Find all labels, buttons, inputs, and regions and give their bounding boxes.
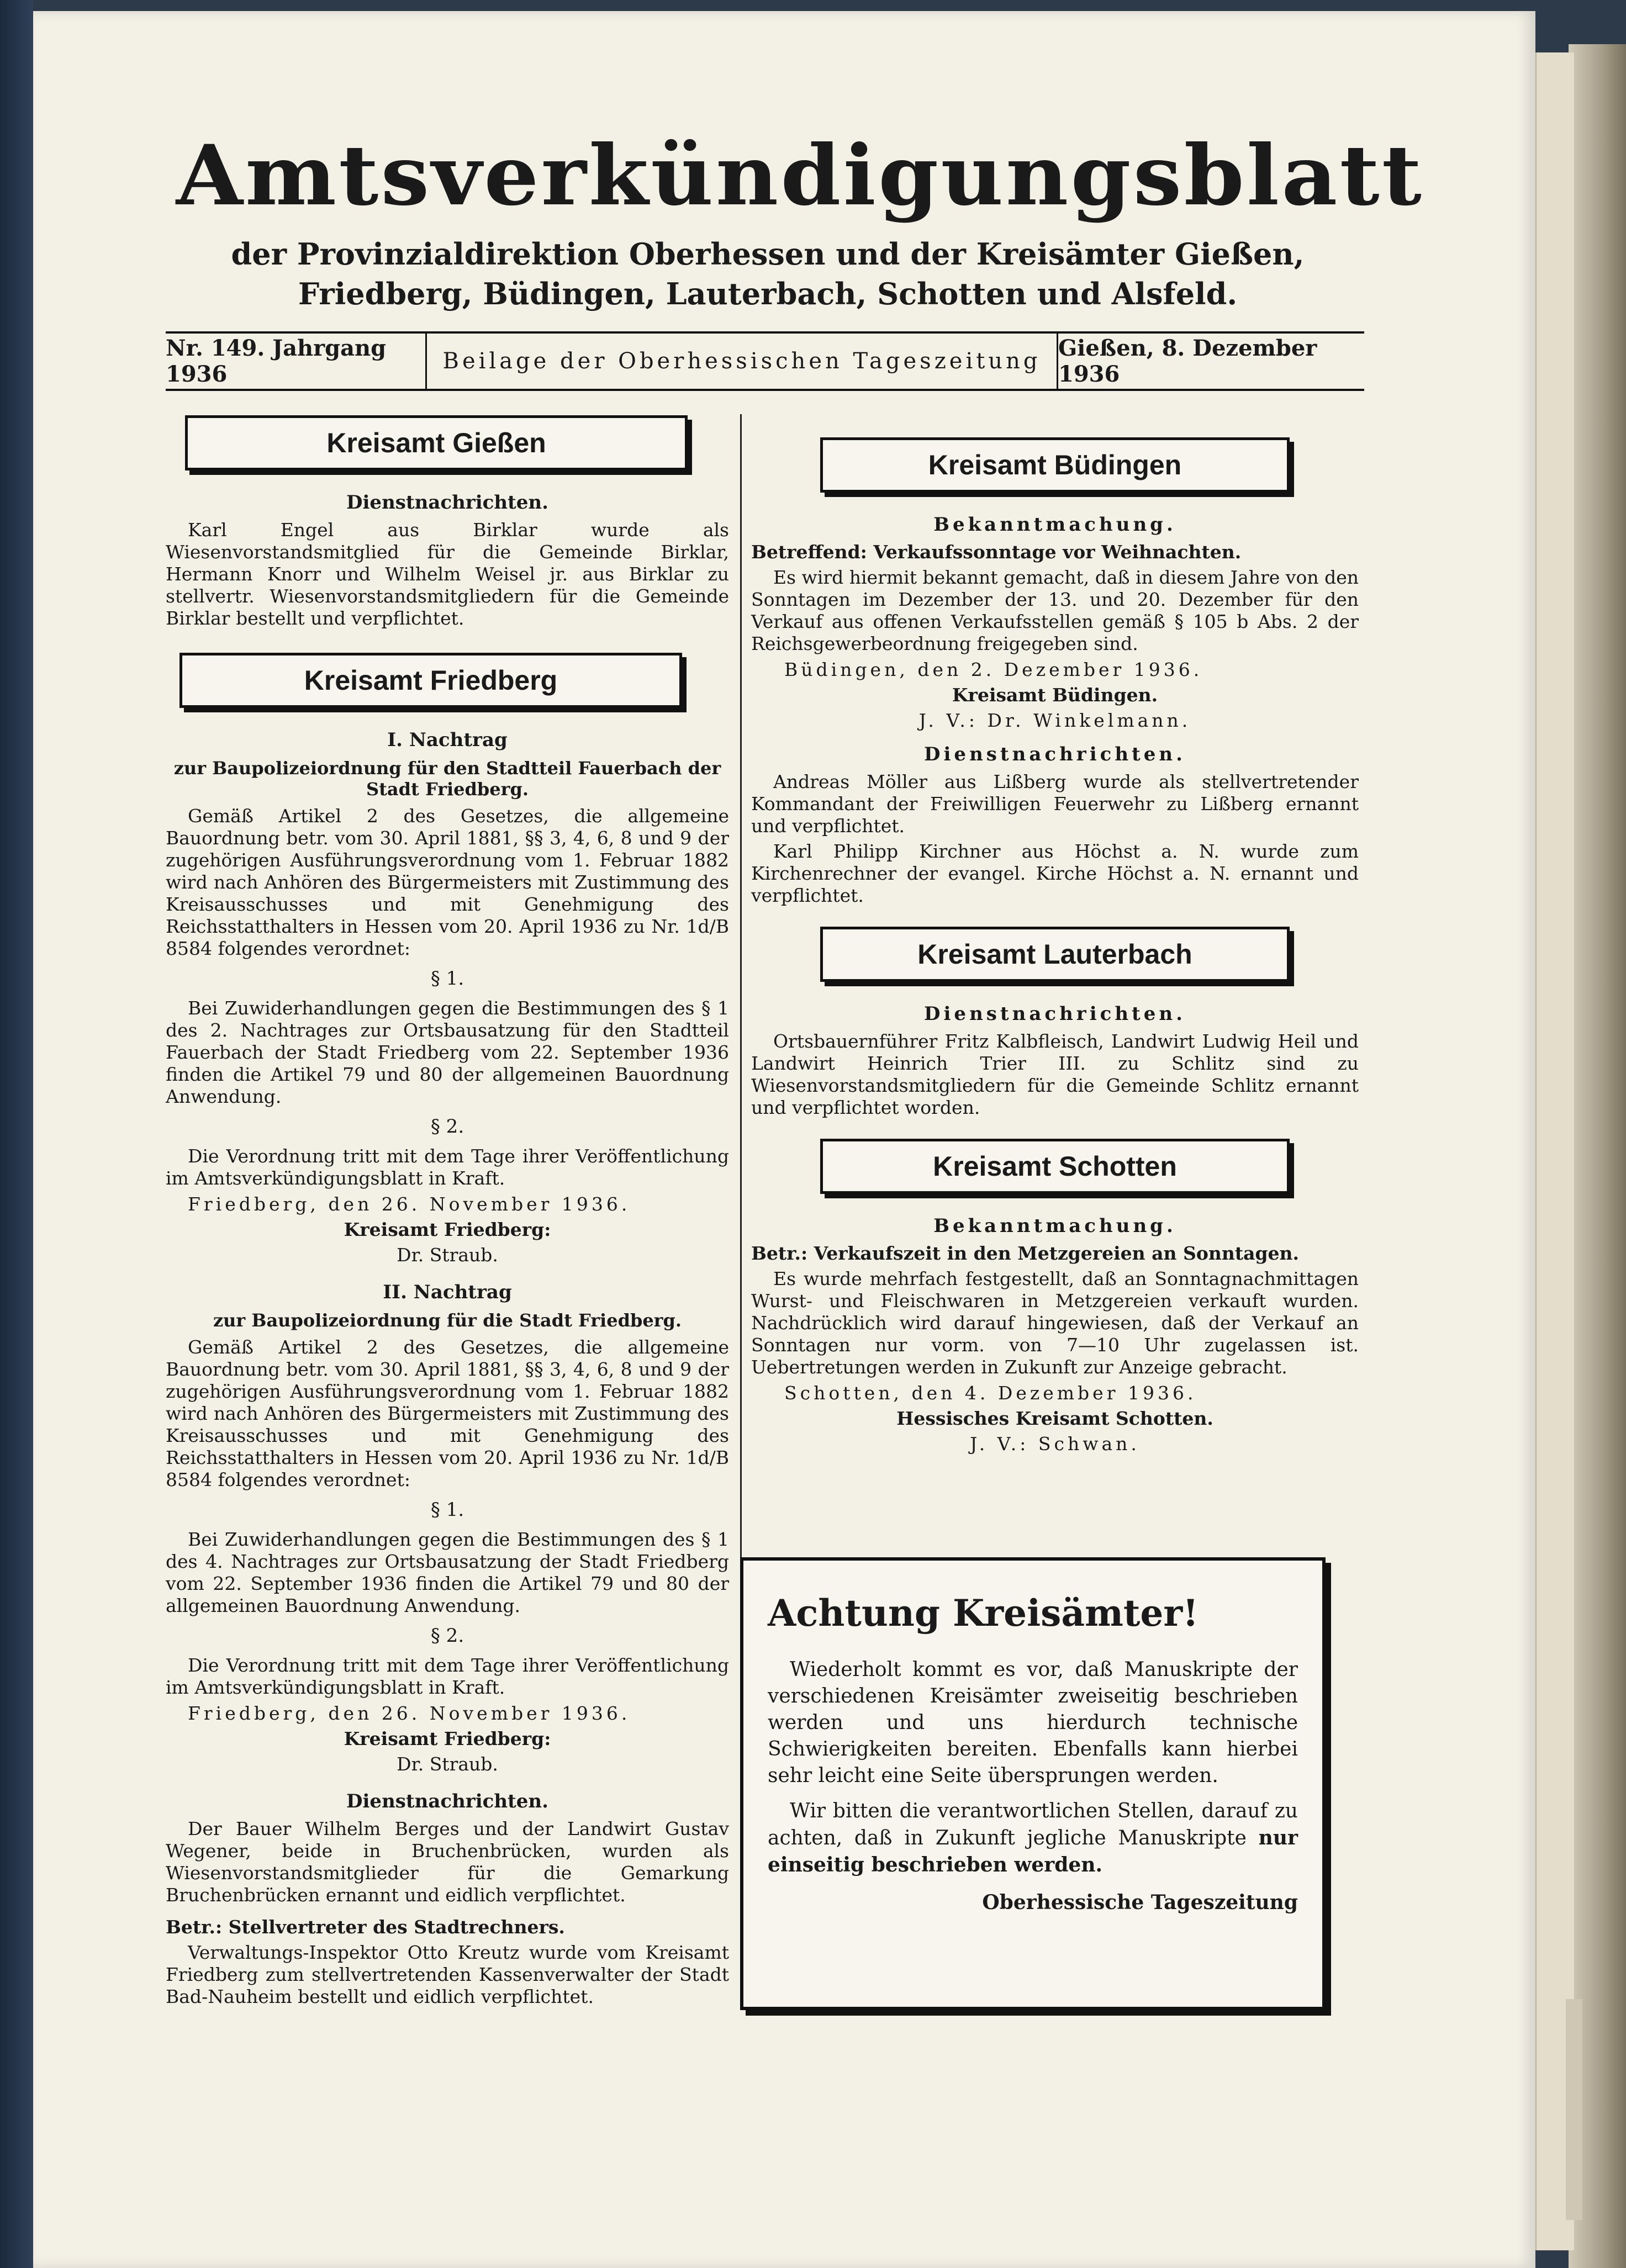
book-spine (0, 0, 33, 2268)
notice-title: Achtung Kreisämter! (768, 1592, 1199, 1635)
buedingen-dienst-title: Dienstnachrichten. (924, 743, 1186, 765)
header-kreisamt-buedingen: Kreisamt Büdingen (820, 437, 1290, 493)
left-column (166, 409, 729, 2011)
issue-number: Nr. 149. Jahrgang 1936 (166, 334, 427, 389)
schotten-bek-title: Bekanntmachung. (933, 1215, 1176, 1237)
lauterbach-dienst-title: Dienstnachrichten. (924, 1003, 1186, 1025)
lauterbach-text: Ortsbauernführer Fritz Kalbfleisch, Landwirt Ludwig Heil und Landwirt Heinrich Trier III. zu Schlitz sind zu Wiesenvorstandsmitgliedern für die Gemeinde Schlitz ernannt und verpflichtet worden. (751, 1030, 1359, 1118)
friedberg-n2-p2: Die Verordnung tritt mit dem Tage ihrer Veröffentlichung im Amtsverkündigungsblatt in Kraft. (166, 1654, 729, 1698)
page-tab (1566, 1999, 1582, 2220)
friedberg-n2-p2-label: § 2. (430, 1625, 464, 1647)
friedberg-n2-name: Dr. Straub. (397, 1753, 498, 1775)
friedberg-n2-p1: Bei Zuwiderhandlungen gegen die Bestimmungen des § 1 des 4. Nachtrages zur Ortsbausatzung der Stadt Friedberg vom 22. September 1936 finden die Artikel 79 und 80 der allgemeinen Bauordnung Anwendung. (166, 1529, 729, 1616)
header-kreisamt-lauterbach: Kreisamt Lauterbach (820, 927, 1290, 982)
buedingen-place: Büdingen, den 2. Dezember 1936. (784, 659, 1203, 680)
buedingen-betreffend: Betreffend: Verkaufssonntage vor Weihnachten. (751, 541, 1242, 563)
schotten-name: J. V.: Schwan. (970, 1433, 1140, 1455)
buedingen-bek-title: Bekanntmachung. (933, 514, 1176, 536)
buedingen-dienst-text1: Andreas Möller aus Lißberg wurde als stellvertretender Kommandant der Freiwilligen Feuerwehr zu Lißberg ernannt und verpflichtet. (751, 771, 1359, 837)
schotten-office: Hessisches Kreisamt Schotten. (896, 1408, 1213, 1429)
friedberg-n1-p1: Bei Zuwiderhandlungen gegen die Bestimmungen des § 1 des 2. Nachtrages zur Ortsbausatzung für den Stadtteil Fauerbach der Stadt Friedberg vom 22. September 1936 finden die Artikel 79 und 80 der allgemeinen Bauordnung Anwendung. (166, 997, 729, 1107)
friedberg-n1-name: Dr. Straub. (397, 1244, 498, 1266)
header-kreisamt-friedberg: Kreisamt Friedberg (180, 653, 682, 708)
friedberg-n2-p1-label: § 1. (430, 1499, 464, 1521)
buedingen-bek-text: Es wird hiermit bekannt gemacht, daß in diesem Jahre von den Sonntagen im Dezember der 13. und 20. Dezember für den Verkauf aus offenen Verkaufsstellen gemäß § 105 b Abs. 2 der Reichsgewerbeordnung freigegeben sind. (751, 567, 1359, 654)
buedingen-office: Kreisamt Büdingen. (952, 684, 1158, 706)
page-edge (1535, 52, 1574, 2250)
friedberg-betr: Betr.: Stellvertreter des Stadtrechners. (166, 1916, 565, 1938)
friedberg-n1-p2: Die Verordnung tritt mit dem Tage ihrer Veröffentlichung im Amtsverkündigungsblatt in Kraft. (166, 1145, 729, 1189)
schotten-place: Schotten, den 4. Dezember 1936. (784, 1382, 1197, 1404)
supplement-label: Beilage der Oberhessischen Tageszeitung (427, 334, 1058, 389)
friedberg-n1-intro: Gemäß Artikel 2 des Gesetzes, die allgemeine Bauordnung betr. vom 30. April 1881, §§ 3, 4, 6, 8 und 9 der zugehörigen Ausführungsverordnung vom 1. Februar 1882 wird nach Anhören des Bürgermeisters mit Zustimmung des Kreisausschusses und mit Genehmigung des Reichsstatthalters in Hessen vom 20. April 1936 zu Nr. 1d/B 8584 folgendes verordnet: (166, 805, 729, 959)
schotten-text: Es wurde mehrfach festgestellt, daß an Sonntagnachmittagen Wurst- und Fleischwaren in Metzgereien verkauft wurden. Nachdrücklich wird darauf hingewiesen, daß der Verkauf an Sonntagen nur vorm. von 7—10 Uhr zugelassen ist. Uebertretungen werden in Zukunft zur Anzeige gebracht. (751, 1268, 1359, 1378)
notice-text1: Wiederholt kommt es vor, daß Manuskripte der verschiedenen Kreisämter zweiseitig beschrieben werden und uns hierdurch technische Schwierigkeiten bereiten. Ebenfalls kann hierbei sehr leicht eine Seite übersprungen werden. (768, 1658, 1298, 1787)
friedberg-n2-office: Kreisamt Friedberg: (344, 1728, 551, 1749)
friedberg-n2-title: II. Nachtrag (383, 1281, 512, 1303)
friedberg-n2-place: Friedberg, den 26. November 1936. (188, 1703, 631, 1724)
friedberg-dienst-text: Der Bauer Wilhelm Berges und der Landwirt Gustav Wegener, beide in Bruchenbrücken, wurden als Wiesenvorstandsmitglieder für die Gemarkung Bruchenbrücken ernannt und eidlich verpflichtet. (166, 1818, 729, 1906)
friedberg-n1-subtitle: zur Baupolizeiordnung für den Stadtteil Fauerbach der Stadt Friedberg. (173, 758, 721, 800)
right-column (751, 409, 1359, 1458)
friedberg-dienst-title: Dienstnachrichten. (346, 1790, 548, 1812)
issue-date: Gießen, 8. Dezember 1936 (1058, 335, 1317, 387)
notice-text2a: Wir bitten die verantwortlichen Stellen, darauf zu achten, daß in Zukunft jegliche Manuskripte (768, 1800, 1298, 1849)
giessen-section-title: Dienstnachrichten. (346, 491, 548, 514)
friedberg-n2-subtitle: zur Baupolizeiordnung für die Stadt Friedberg. (213, 1310, 682, 1331)
notice-box (740, 1557, 1326, 2010)
friedberg-n1-title: I. Nachtrag (387, 729, 508, 751)
friedberg-betr-text: Verwaltungs-Inspektor Otto Kreutz wurde vom Kreisamt Friedberg zum stellvertretenden Kassenverwalter der Stadt Bad-Nauheim bestellt und eidlich verpflichtet. (166, 1942, 729, 2007)
friedberg-n1-place: Friedberg, den 26. November 1936. (188, 1193, 631, 1215)
header-kreisamt-schotten: Kreisamt Schotten (820, 1139, 1290, 1194)
buedingen-name: J. V.: Dr. Winkelmann. (918, 710, 1191, 731)
book-binding (1569, 44, 1626, 2268)
masthead-subtitle: der Provinzialdirektion Oberhessen und der Kreisämter Gießen, Friedberg, Büdingen, Lauterbach, Schotten und Alsfeld. (231, 236, 1305, 311)
header-kreisamt-giessen: Kreisamt Gießen (185, 415, 688, 470)
issue-info-bar (166, 331, 1364, 391)
notice-text2b: nur einseitig beschrieben werden. (768, 1826, 1298, 1876)
buedingen-dienst-text2: Karl Philipp Kirchner aus Höchst a. N. wurde zum Kirchenrechner der evangel. Kirche Höchst a. N. ernannt und verpflichtet. (751, 840, 1359, 906)
masthead (176, 127, 1424, 314)
schotten-betr: Betr.: Verkaufszeit in den Metzgereien an Sonntagen. (751, 1243, 1300, 1264)
giessen-text: Karl Engel aus Birklar wurde als Wiesenvorstandsmitglied für die Gemeinde Birklar, Hermann Knorr und Wilhelm Weisel jr. aus Birklar zu stellvertr. Wiesenvorstandsmitgliedern für die Gemeinde Birklar bestellt und verpflichtet. (166, 519, 729, 629)
notice-signature: Oberhessische Tageszeitung (982, 1891, 1298, 1914)
friedberg-n2-intro: Gemäß Artikel 2 des Gesetzes, die allgemeine Bauordnung betr. vom 30. April 1881, §§ 3, 4, 6, 8 und 9 der zugehörigen Ausführungsverordnung vom 1. Februar 1882 wird nach Anhören des Bürgermeisters mit Zustimmung des Kreisausschusses und mit Genehmigung des Reichsstatthalters in Hessen vom 20. April 1936 zu Nr. 1d/B 8584 folgendes verordnet: (166, 1336, 729, 1490)
masthead-title: Amtsverkündigungsblatt (176, 127, 1424, 224)
friedberg-n1-office: Kreisamt Friedberg: (344, 1219, 551, 1240)
friedberg-n1-p1-label: § 1. (430, 968, 464, 990)
friedberg-n1-p2-label: § 2. (430, 1116, 464, 1138)
